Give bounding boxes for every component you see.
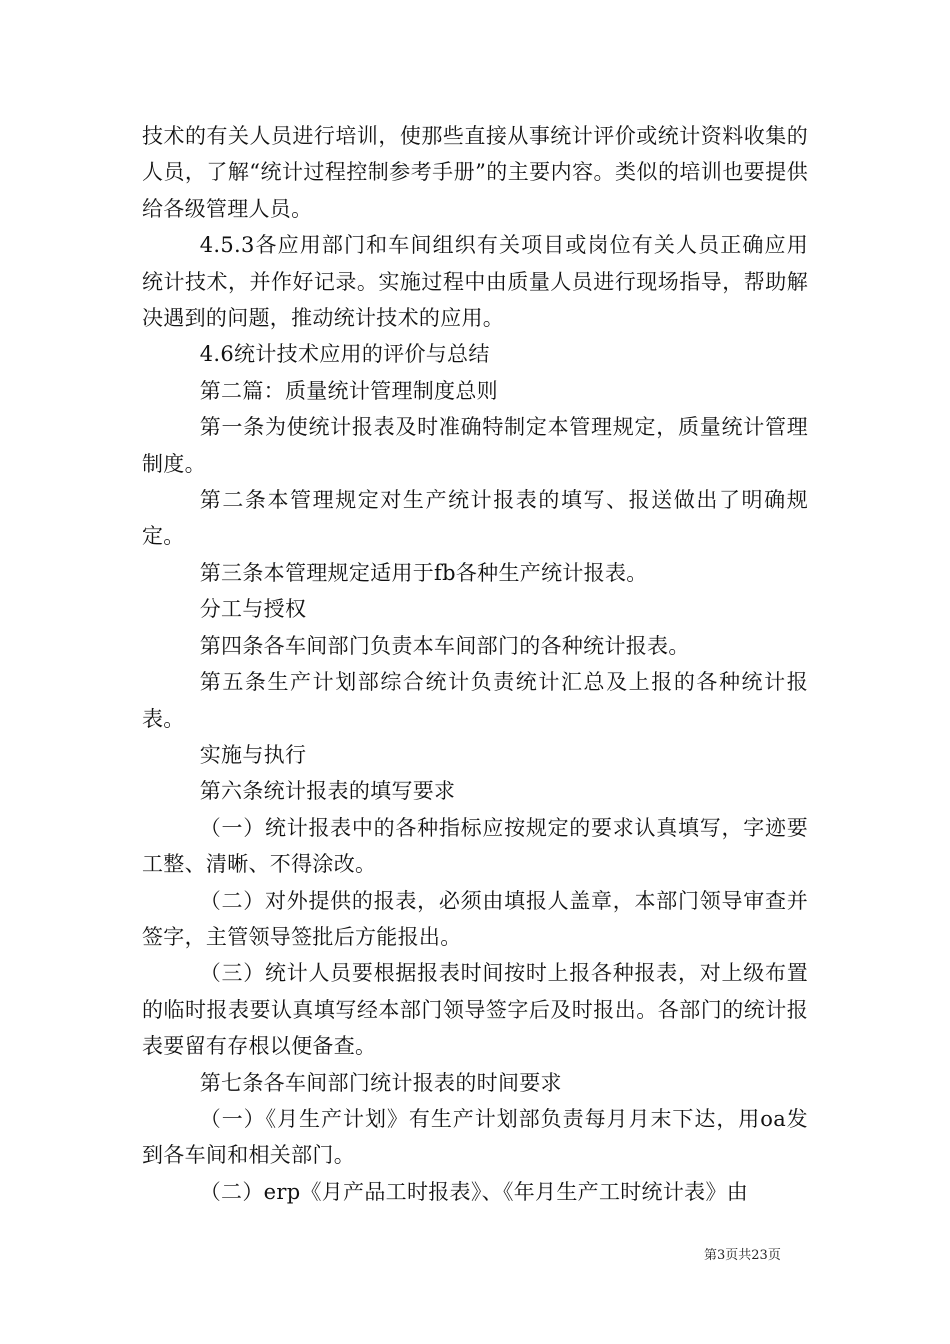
document-body: [142, 118, 808, 1210]
article-6-item-1: （一）统计报表中的各种指标应按规定的要求认真填写，字迹要工整、清晰、不得涂改。: [142, 815, 808, 877]
article-4: 第四条各车间部门负责本车间部门的各种统计报表。: [199, 633, 690, 658]
article-6: 第六条统计报表的填写要求: [199, 779, 456, 804]
page-number-footer: 第3页共23页: [704, 1248, 781, 1263]
article-7-item-2: （二）erp《月产品工时报表》、《年月生产工时统计表》由: [199, 1179, 749, 1204]
heading-implementation: 实施与执行: [199, 742, 307, 767]
article-5: 第五条生产计划部综合统计负责统计汇总及上报的各种统计报表。: [142, 670, 808, 731]
article-1: 第一条为使统计报表及时准确特制定本管理规定，质量统计管理制度。: [142, 415, 808, 476]
article-3: 第三条本管理规定适用于fb各种生产统计报表。: [199, 560, 648, 585]
paragraph-training-continuation: 技术的有关人员进行培训，使那些直接从事统计评价或统计资料收集的人员，了解“统计过程控制参考手册”的主要内容。类似的培训也要提供给各级管理人员。: [142, 124, 808, 221]
paragraph-4-5-3: 4.5.3各应用部门和车间组织有关项目或岗位有关人员正确应用统计技术，并作好记录。实施过程中由质量人员进行现场指导，帮助解决遇到的问题，推动统计技术的应用。: [142, 233, 808, 331]
article-6-item-2: （二）对外提供的报表，必须由填报人盖章，本部门领导审查并签字，主管领导签批后方能报出。: [142, 888, 808, 949]
section-title-part-two: 第二篇：质量统计管理制度总则: [199, 378, 498, 403]
paragraph-4-6-heading: 4.6统计技术应用的评价与总结: [199, 342, 490, 367]
heading-division-authorization: 分工与授权: [199, 597, 307, 622]
article-6-item-3: （三）统计人员要根据报表时间按时上报各种报表，对上级布置的临时报表要认真填写经本部门领导签字后及时报出。各部门的统计报表要留有存根以便备查。: [142, 961, 808, 1059]
article-7: 第七条各车间部门统计报表的时间要求: [199, 1070, 562, 1095]
article-2: 第二条本管理规定对生产统计报表的填写、报送做出了明确规定。: [142, 488, 808, 549]
article-7-item-1: （一）《月生产计划》有生产计划部负责每月月末下达，用oa发到各车间和相关部门。: [142, 1106, 808, 1168]
